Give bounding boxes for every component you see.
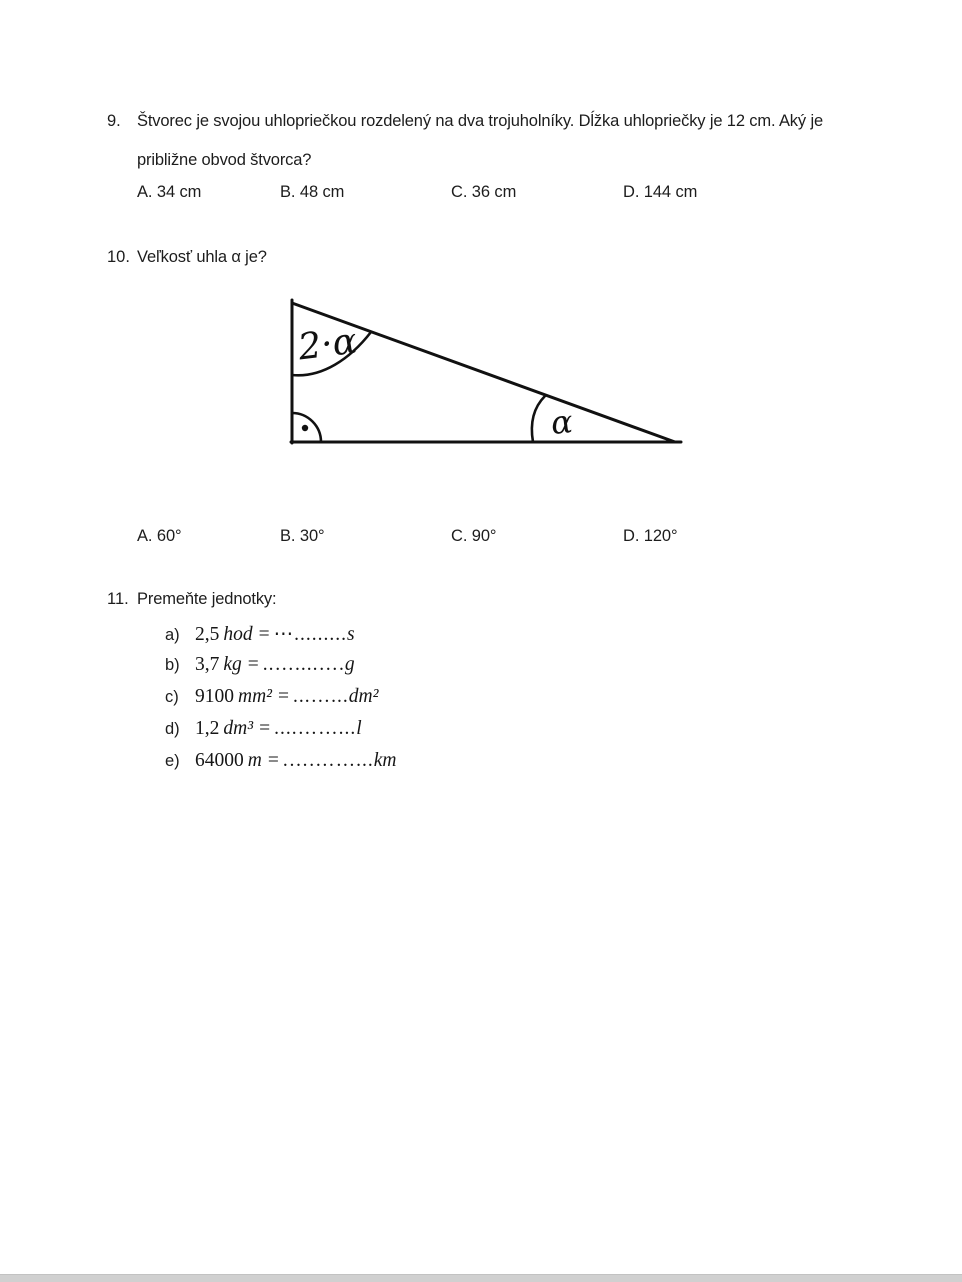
item-label: d) (165, 720, 180, 738)
question-11-text: Premeňte jednotky: (137, 590, 277, 608)
item-label: a) (165, 626, 180, 644)
item-unit-left: mm² (238, 686, 273, 707)
conversion-item-c (165, 686, 378, 708)
equals-sign: = (247, 654, 259, 675)
item-unit-left: dm³ (223, 718, 254, 739)
right-angle-dot-icon (302, 425, 308, 431)
question-10-option-c: C. 90° (451, 527, 497, 545)
question-10-option-b: B. 30° (280, 527, 325, 545)
question-10-option-a: A. 60° (137, 527, 182, 545)
angle-label-top: 2·α (296, 320, 360, 369)
item-value: 2,5 (195, 624, 220, 645)
conversion-item-a (165, 622, 355, 646)
question-11-number: 11. (107, 590, 129, 608)
item-unit-left: kg (223, 654, 242, 675)
question-9-option-d: D. 144 cm (623, 183, 698, 201)
item-unit-right: s (347, 624, 355, 645)
item-label: b) (165, 656, 180, 674)
question-9-text-line-1: Štvorec je svojou uhlopriečkou rozdelený na dva trojuholníky. Dĺžka uhlopriečky je 12 cm. Aký je (137, 112, 823, 130)
item-value: 1,2 (195, 718, 220, 739)
item-label: e) (165, 752, 180, 770)
conversion-item-e (165, 750, 396, 772)
dots-placeholder: .….……... (282, 750, 374, 771)
question-10-option-d: D. 120° (623, 527, 678, 545)
equals-sign: = (259, 718, 271, 739)
triangle-figure (278, 292, 688, 454)
triangle-svg (278, 292, 688, 454)
horizontal-scrollbar[interactable] (0, 1274, 962, 1282)
question-9-option-c: C. 36 cm (451, 183, 517, 201)
question-9-text-line-2: približne obvod štvorca? (137, 151, 312, 169)
dots-placeholder: ⋯......... (273, 624, 347, 645)
item-label: c) (165, 688, 179, 706)
question-10-number: 10. (107, 248, 130, 266)
item-value: 3,7 (195, 654, 220, 675)
equals-sign: = (267, 750, 279, 771)
question-10-text: Veľkosť uhla α je? (137, 248, 267, 266)
item-unit-left: hod (223, 624, 253, 645)
dots-placeholder: ....……... (274, 718, 357, 739)
conversion-item-d (165, 718, 362, 740)
angle-label-right: α (549, 402, 575, 442)
dots-placeholder: ..…....…. (262, 654, 345, 675)
question-9-option-a: A. 34 cm (137, 183, 202, 201)
item-value: 64000 (195, 750, 244, 771)
item-unit-right: dm² (348, 686, 379, 707)
item-unit-right: l (356, 718, 362, 739)
item-unit-right: g (344, 654, 355, 675)
dots-placeholder: ...…... (293, 686, 349, 707)
item-value: 9100 (195, 686, 234, 707)
question-9-number: 9. (107, 112, 121, 130)
item-unit-right: km (373, 750, 397, 771)
item-unit-left: m (247, 750, 262, 771)
angle-arc-right (532, 396, 545, 442)
question-9-option-b: B. 48 cm (280, 183, 345, 201)
equals-sign: = (278, 686, 290, 707)
equals-sign: = (258, 624, 270, 645)
conversion-item-b (165, 654, 355, 676)
